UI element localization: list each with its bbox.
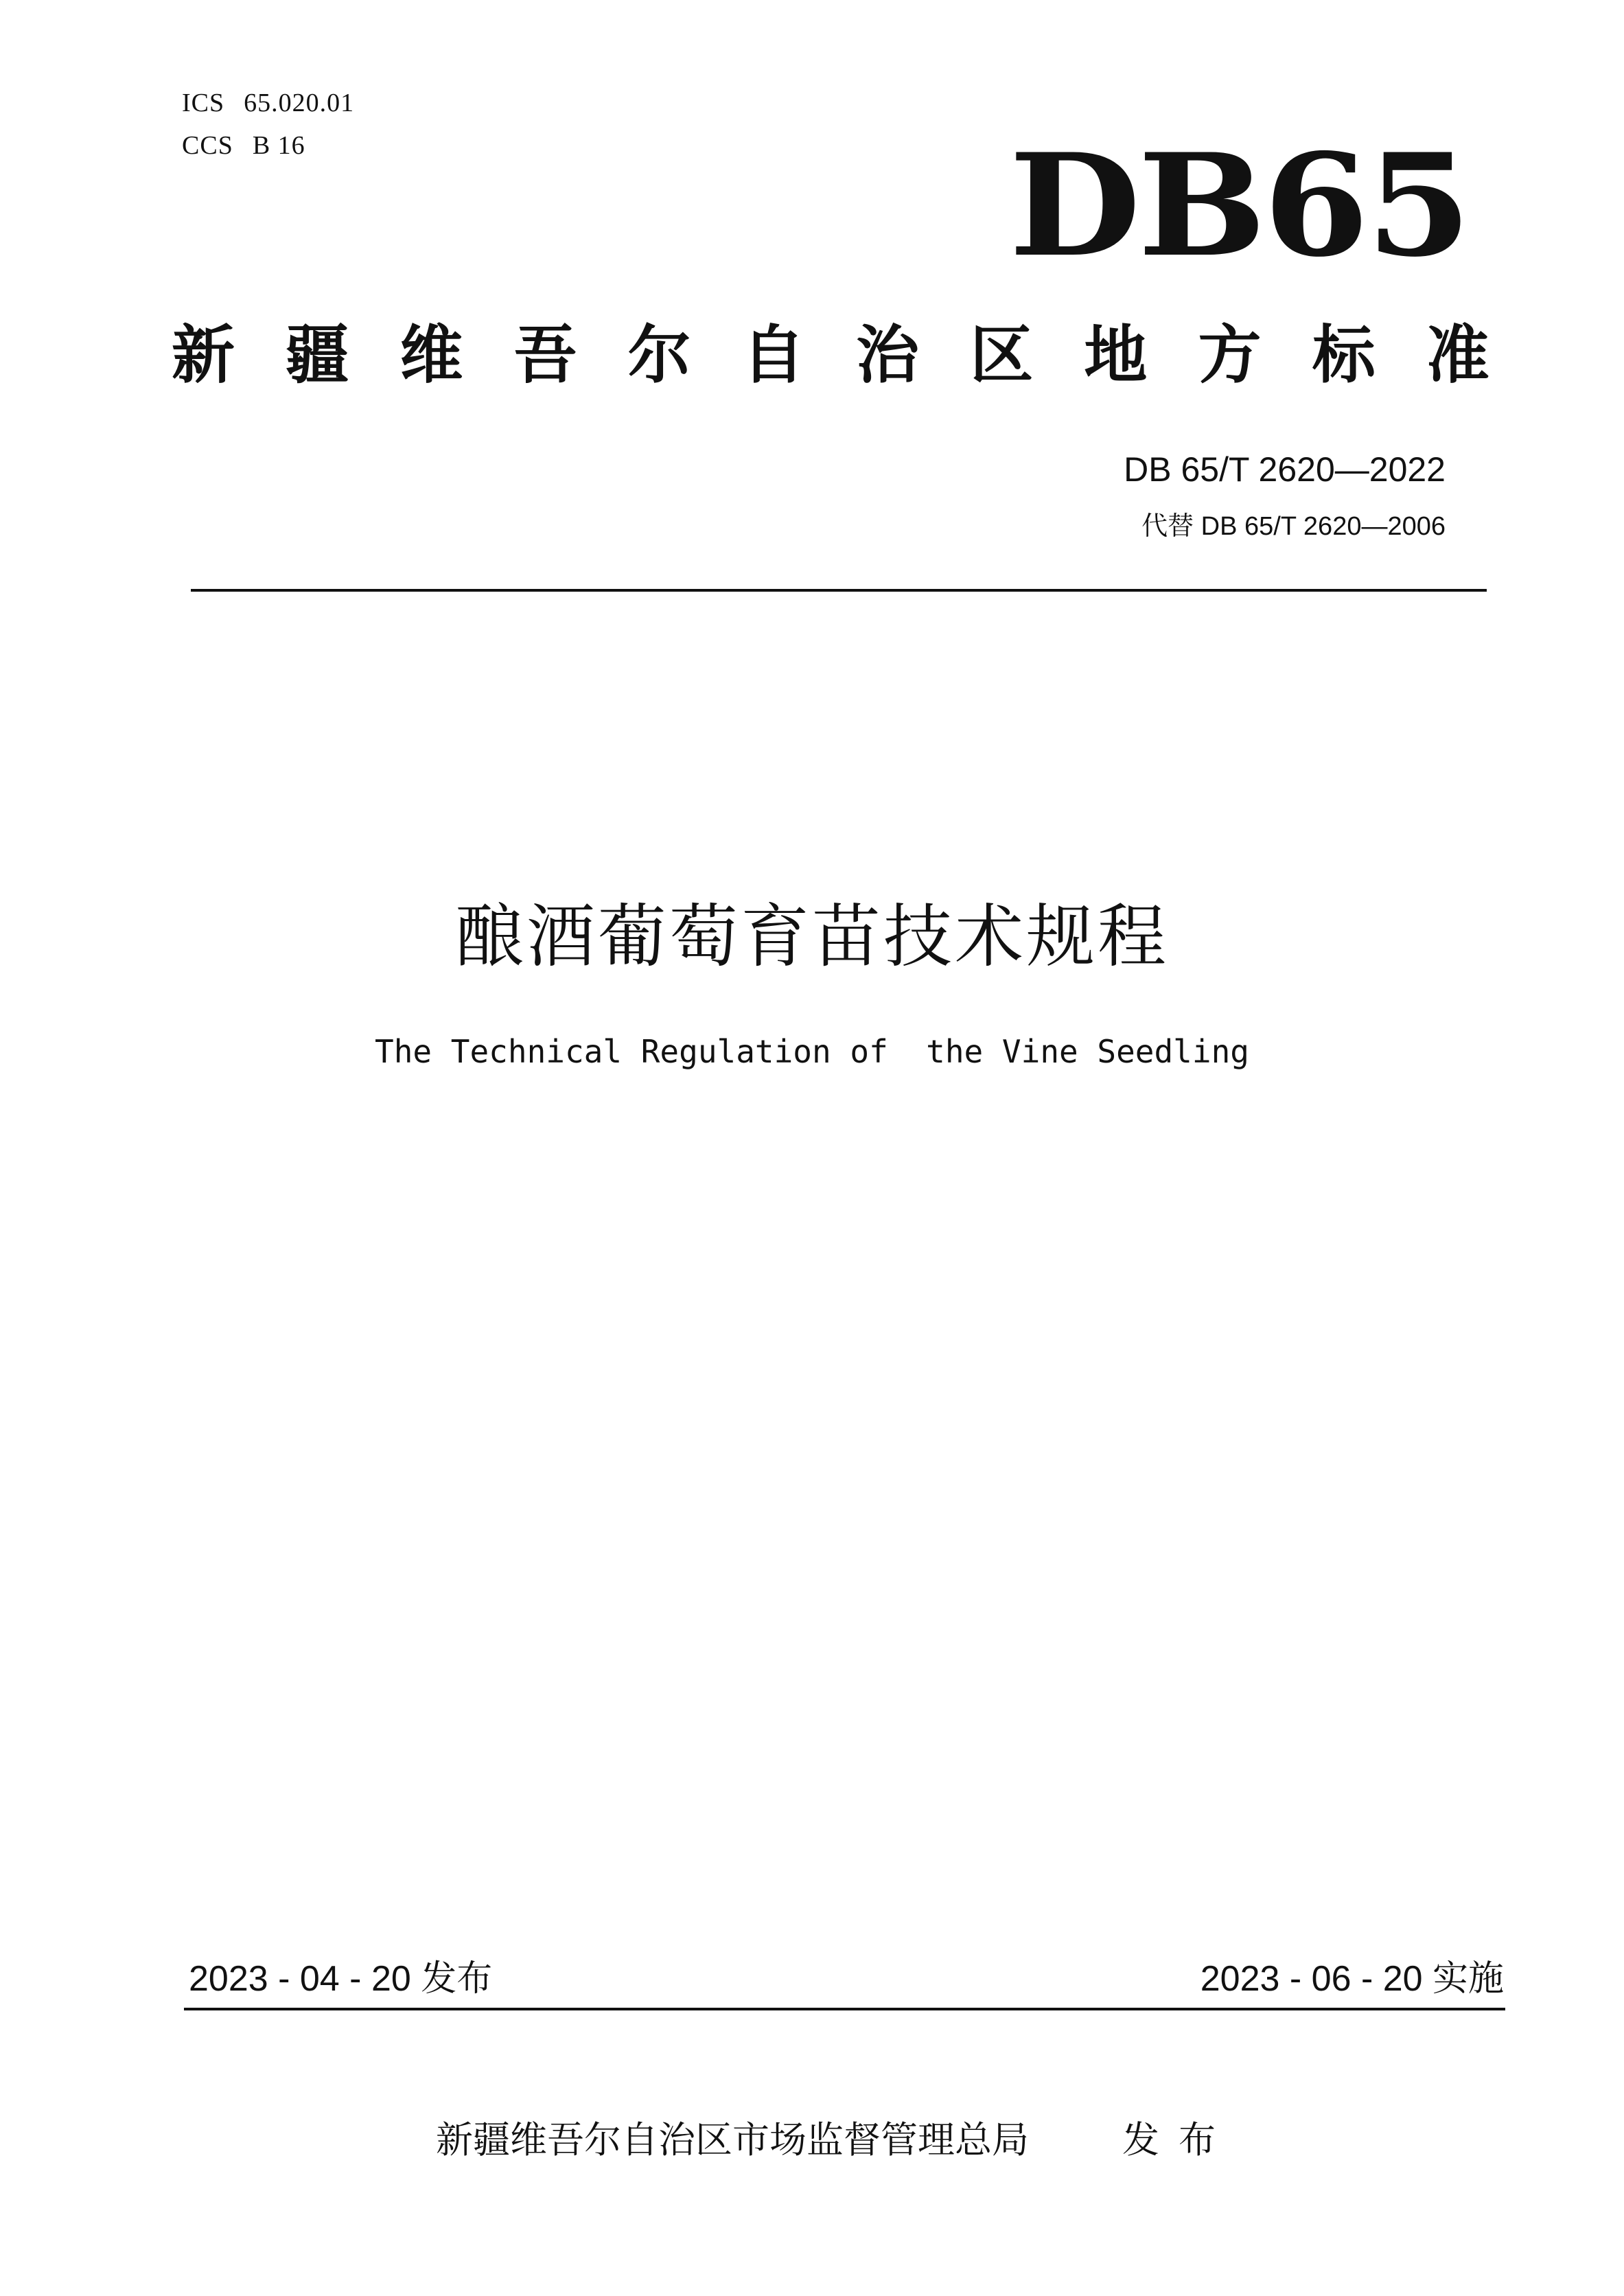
db65-logo: DB65 — [1009, 124, 1469, 288]
standard-type-char: 尔 — [627, 318, 691, 392]
standard-type-char: 方 — [1198, 318, 1262, 392]
standard-type-char: 新 — [172, 318, 235, 392]
ccs-classification — [182, 130, 305, 161]
ccs-label: CCS — [182, 131, 233, 160]
ics-classification — [182, 88, 354, 118]
standard-type-char: 维 — [399, 318, 463, 392]
title-english: The Technical Regulation of the Vine Seedling — [375, 1033, 1249, 1070]
standard-number: DB 65/T 2620—2022 — [1124, 450, 1446, 489]
ics-label: ICS — [182, 89, 225, 117]
standard-type-char: 自 — [741, 318, 805, 392]
title-chinese: 酿酒葡萄育苗技术规程 — [455, 896, 1169, 977]
standard-type-char: 疆 — [286, 318, 349, 392]
ccs-code: B 16 — [252, 131, 305, 160]
replaces-standard: 代替 DB 65/T 2620—2006 — [1141, 512, 1446, 541]
standard-type-char: 准 — [1426, 318, 1489, 392]
standard-type-char: 吾 — [513, 318, 577, 392]
bottom-divider — [184, 2008, 1505, 2010]
standard-type-char: 区 — [970, 318, 1034, 392]
standard-type-char: 治 — [856, 318, 920, 392]
issue-date: 2023 - 04 - 20 发布 — [189, 1959, 493, 1999]
ics-code: 65.020.01 — [244, 89, 355, 117]
publish-label: 发布 — [1122, 2118, 1235, 2161]
standard-type-char: 地 — [1084, 318, 1148, 392]
implementation-date: 2023 - 06 - 20 实施 — [1200, 1959, 1504, 1999]
top-divider — [191, 589, 1487, 592]
standard-type-char: 标 — [1312, 318, 1376, 392]
standard-type-heading — [172, 314, 1489, 397]
issuing-authority: 新疆维吾尔自治区市场监督管理总局 — [436, 2118, 1029, 2161]
